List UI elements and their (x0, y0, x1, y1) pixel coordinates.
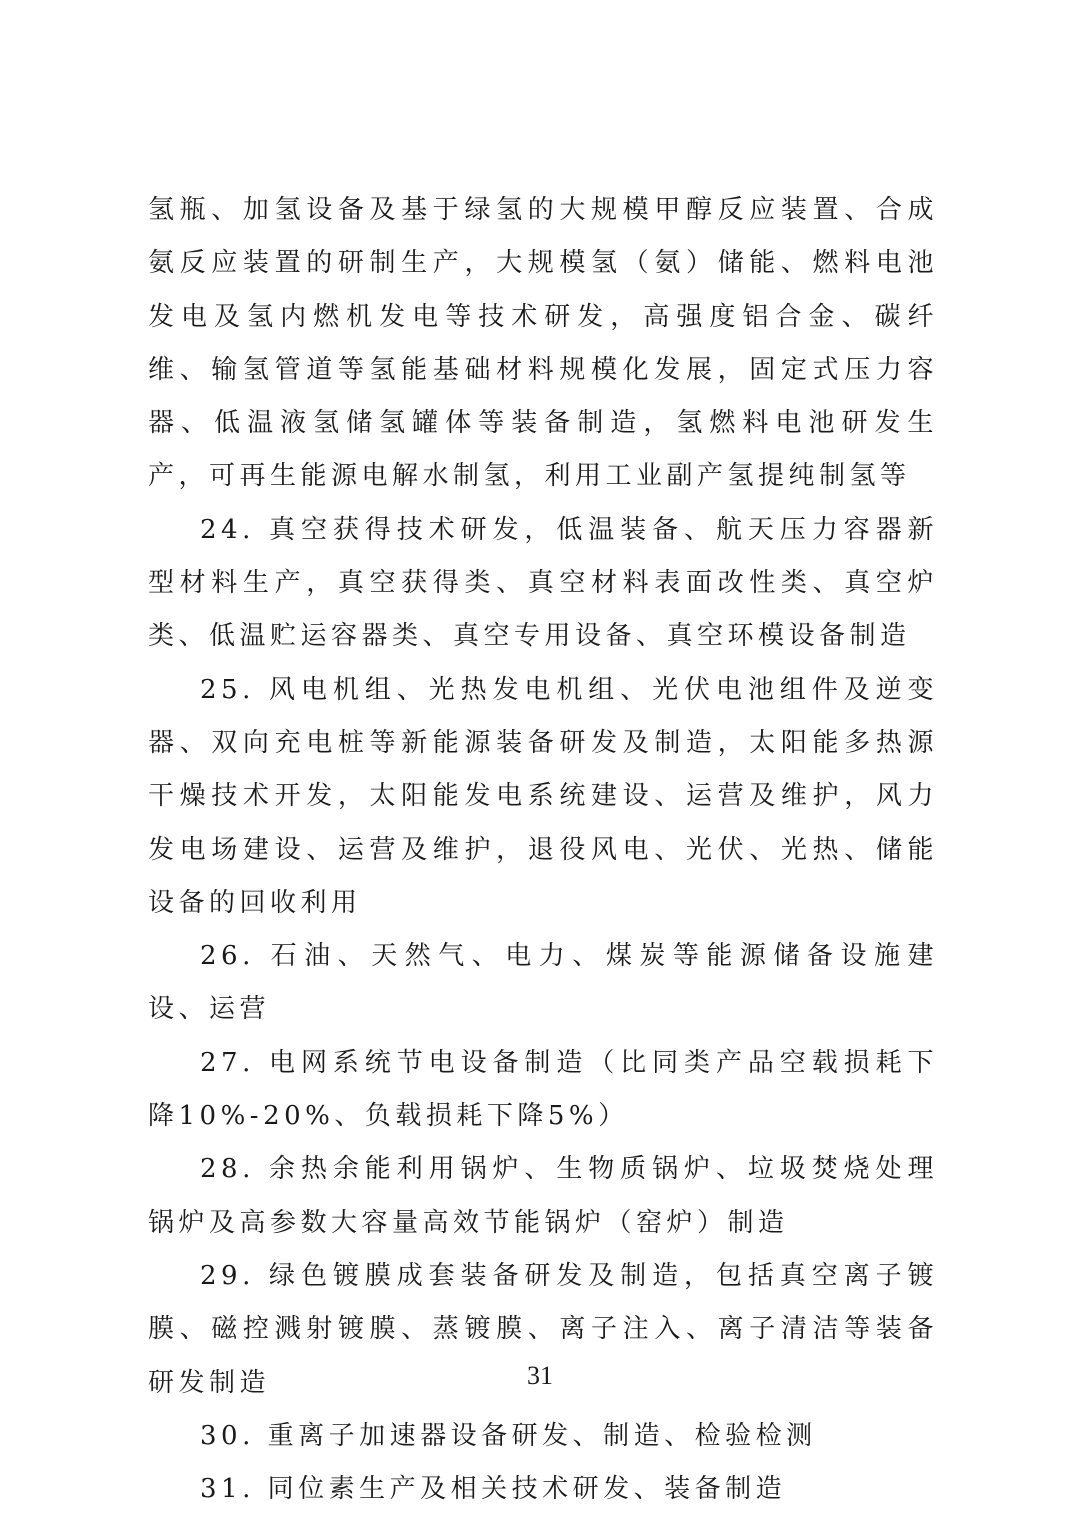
paragraph-item-25: 25. 风电机组、光热发电机组、光伏电池组件及逆变器、双向充电桩等新能源装备研发及制造，太阳能多热源干燥技术开发，太阳能发电系统建设、运营及维护，风力发电场建设、运营及维护，退役风电、光伏、光热、储能设备的回收利用 (148, 674, 938, 918)
paragraph-item-27: 27. 电网系统节电设备制造（比同类产品空载损耗下降10%-20%、负载损耗下降5%） (148, 1047, 938, 1132)
paragraph-item-31: 31. 同位素生产及相关技术研发、装备制造 (200, 1474, 787, 1505)
paragraph-item-28: 28. 余热余能利用锅炉、生物质锅炉、垃圾焚烧处理锅炉及高参数大容量高效节能锅炉（窑炉）制造 (148, 1154, 938, 1238)
paragraph-hydrogen-continuation: 氢瓶、加氢设备及基于绿氢的大规模甲醇反应装置、合成氨反应装置的研制生产，大规模氢（氨）储能、燃料电池发电及氢内燃机发电等技术研发，高强度铝合金、碳纤维、输氢管道等氢能基础材料规模化发展，固定式压力容器、低温液氢储氢罐体等装备制造，氢燃料电池研发生产，可再生能源电解水制氢，利用工业副产氢提纯制氢等 (148, 195, 938, 492)
paragraph-item-30: 30. 重离子加速器设备研发、制造、检验检测 (200, 1420, 817, 1451)
paragraph-item-24: 24. 真空获得技术研发，低温装备、航天压力容器新型材料生产，真空获得类、真空材料表面改性类、真空炉类、低温贮运容器类、真空专用设备、真空环模设备制造 (148, 514, 938, 652)
paragraph-item-29: 29. 绿色镀膜成套装备研发及制造，包括真空离子镀膜、磁控溅射镀膜、蒸镀膜、离子注入、离子清洁等装备研发制造 (148, 1260, 938, 1398)
document-body (148, 184, 938, 1516)
paragraph-item-26: 26. 石油、天然气、电力、煤炭等能源储备设施建设、运营 (148, 941, 938, 1025)
page-number: 31 (527, 1361, 553, 1390)
